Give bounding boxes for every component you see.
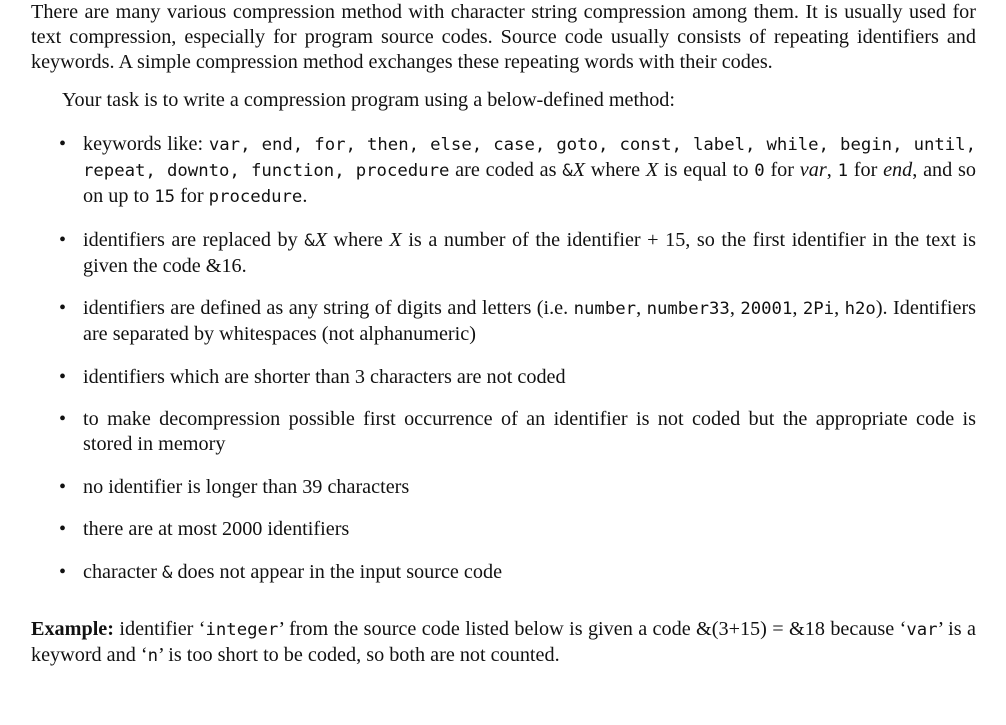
intro-paragraph: There are many various compression method with character string compression among them. It is usually used for text compression, especially for program source codes. Source code usually consists of repeating identifiers and keywords. A simple compression method exchanges these repeating words with their codes. (31, 1, 976, 73)
bullet-icon: • (59, 365, 67, 388)
bullet-icon: • (59, 228, 67, 251)
problem-statement (31, 0, 976, 669)
rule-identifier-codes: • identifiers are replaced by &X where X is a number of the identifier + 15, so the first identifier in the text is given the code &16. (59, 228, 976, 277)
rule-max-length: • no identifier is longer than 39 characters (59, 475, 410, 498)
rule-max-count: • there are at most 2000 identifiers (59, 518, 350, 540)
example-label: Example: (31, 617, 114, 640)
bullet-icon: • (59, 408, 67, 430)
rules-list (31, 132, 976, 586)
rule-keywords: • keywords like: var, end, for, then, else, case, goto, const, label, while, begin, until, repeat, downto, function, procedure are coded as &X where X is equal to 0 for var, 1 for end, and so on up to 15 for procedure. (59, 133, 976, 207)
bullet-icon: • (59, 518, 67, 540)
rule-first-occurrence: • to make decompression possible first occurrence of an identifier is not coded but the appropriate code is stored in memory (59, 408, 976, 455)
bullet-icon: • (59, 133, 67, 155)
task-paragraph: Your task is to write a compression program using a below-defined method: (62, 89, 675, 111)
rule-identifier-definition: • identifiers are defined as any string of digits and letters (i.e. number, number33, 20001, 2Pi, h2o). Identifiers are separated by whitespaces (not alphanumeric) (59, 297, 977, 345)
bullet-icon: • (59, 297, 67, 319)
keyword-list: var, end, for, then, else, case, goto, const, label, while, begin, until, repeat, downto, function, procedure (83, 135, 976, 181)
example-paragraph: Example: identifier ‘integer’ from the source code listed below is given a code &(3+15) = &18 because ‘var’ is a keyword and ‘n’ is too short to be coded, so both are not counted. (31, 617, 976, 666)
rule-short-identifiers: • identifiers which are shorter than 3 characters are not coded (59, 365, 566, 388)
bullet-icon: • (59, 475, 67, 498)
rule-ampersand: • character & does not appear in the input source code (59, 560, 503, 583)
bullet-icon: • (59, 560, 67, 583)
